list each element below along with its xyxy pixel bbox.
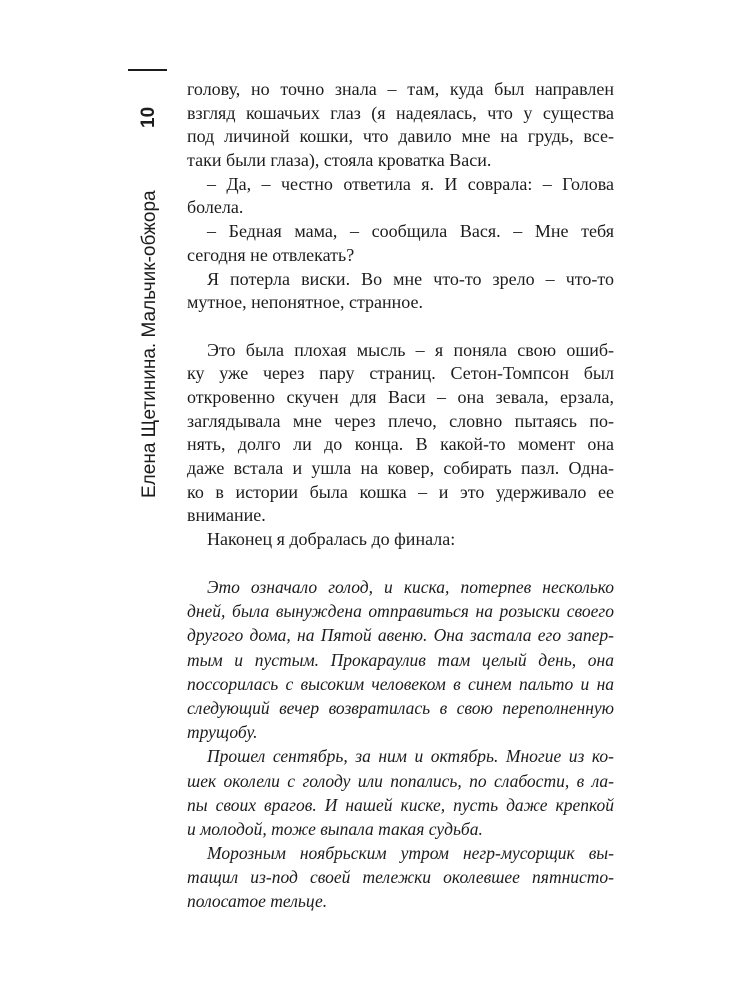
text-line: ко в истории была кошка – и это удерживало ее (187, 481, 614, 502)
page-number: 10 (138, 106, 159, 128)
text-line: – Бедная мама, – сообщила Вася. – Мне тебя (207, 221, 614, 242)
text-line: таки были глаза), стояла кроватка Васи. (187, 150, 492, 171)
header-rule (128, 69, 167, 71)
text-line: пы своих врагов. И нашей киске, пусть даже крепкой (187, 794, 614, 815)
text-line: внимание. (187, 505, 266, 526)
text-line: трущобу. (187, 722, 258, 743)
text-line: нять, долго ли до конца. В какой-то момент она (187, 434, 614, 455)
text-line: взгляд кошачьих глаз (я надеялась, что у существа (187, 102, 614, 123)
paragraph (187, 78, 614, 173)
paragraph (187, 339, 614, 529)
text-line: мутное, непонятное, странное. (187, 292, 424, 313)
main-text (187, 78, 614, 552)
text-line: заглядывала мне через плечо, словно пытаясь по- (187, 410, 614, 431)
text-line: поссорилась с высоким человеком в синем пальто и на (187, 673, 614, 694)
text-line: Я потерла виски. Во мне что-то зрело – что-то (207, 268, 614, 289)
text-line: болела. (187, 197, 244, 218)
text-line: откровенно скучен для Васи – она зевала, ерзала, (187, 386, 614, 407)
text-line: даже встала и ушла на ковер, собирать пазл. Одна- (187, 458, 614, 478)
text-line: Это означало голод, и киска, потерпев несколько (207, 577, 614, 597)
quoted-paragraph (187, 744, 614, 841)
text-line: тым и пустым. Прокараулив там целый день, она (187, 649, 614, 670)
text-line: Морозным ноябрьским утром негр-мусорщик вы- (207, 843, 614, 864)
paragraph (187, 528, 614, 552)
text-line: ку уже через пару страниц. Сетон-Томпсон был (187, 363, 614, 384)
text-line: Это была плохая мысль – я поняла свою ошиб- (207, 339, 614, 360)
quoted-paragraph (187, 575, 614, 744)
text-line: под личиной кошки, что давило мне на грудь, все- (187, 126, 614, 147)
text-line: тащил из-под своей тележки околевшее пятнисто- (187, 867, 614, 888)
text-line: Прошел сентябрь, за ним и октябрь. Многие из ко- (207, 746, 614, 767)
text-line: Наконец я добралась до финала: (207, 529, 456, 550)
text-line: дней, была вынуждена отправиться на розыски своего (187, 601, 614, 622)
text-line: другого дома, на Пятой авеню. Она застала его запер- (187, 625, 614, 646)
text-line: шек околели с голоду или попались, по слабости, в ла- (187, 770, 614, 791)
text-line: полосатое тельце. (187, 891, 328, 912)
paragraph (187, 220, 614, 267)
quotation-block (187, 575, 614, 914)
text-line: и молодой, тоже выпала такая судьба. (187, 818, 483, 839)
text-line: голову, но точно знала – там, куда был направлен (187, 79, 614, 99)
text-line: следующий вечер возвратилась в свою переполненную (187, 697, 614, 718)
paragraph (187, 173, 614, 220)
text-line: – Да, – честно ответила я. И соврала: – Голова (207, 173, 614, 194)
paragraph (187, 268, 614, 315)
text-line: сегодня не отвлекать? (187, 244, 355, 265)
quoted-paragraph (187, 841, 614, 914)
running-title: Елена Щетинина. Мальчик-обжора (139, 190, 160, 498)
